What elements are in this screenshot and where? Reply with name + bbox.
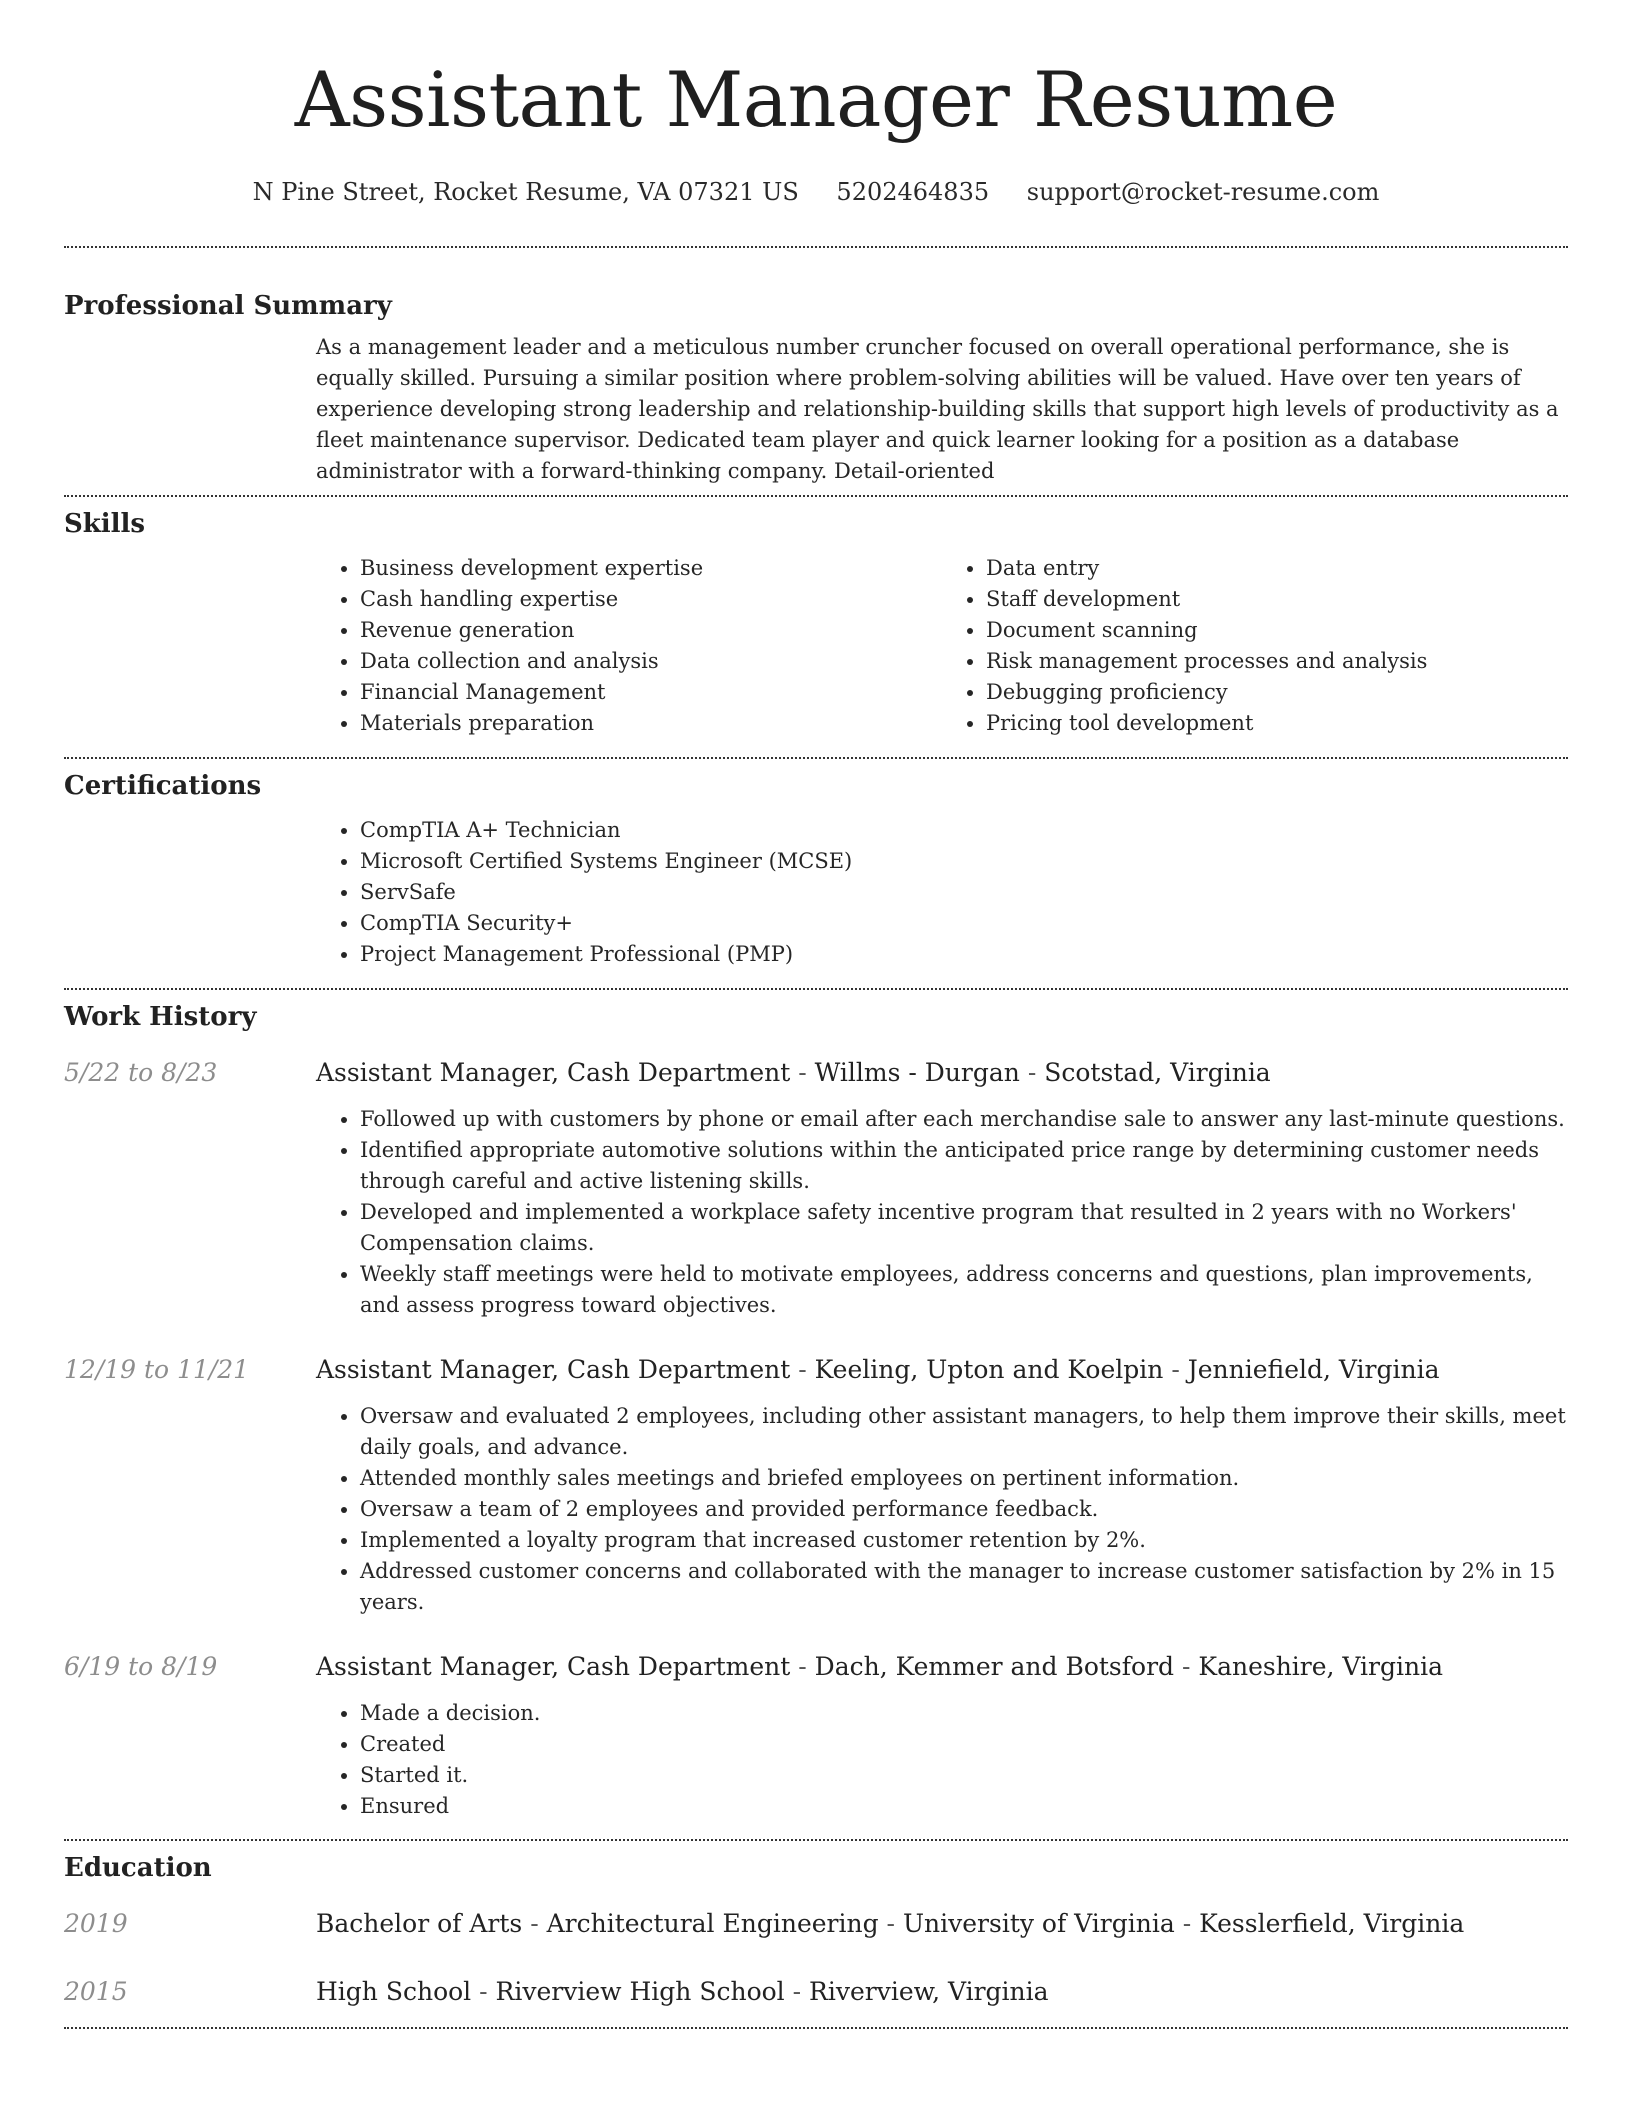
education-entry: 2015 High School - Riverview High School - Riverview, Virginia [64, 1975, 1568, 2009]
job-entry [64, 1353, 1568, 1618]
job-role: Assistant Manager, Cash Department [316, 1058, 791, 1087]
skill-item: • Pricing tool development [986, 708, 1568, 739]
certifications-heading: Certifications [64, 771, 262, 801]
job-bullet: • Oversaw a team of 2 employees and provided performance feedback. [360, 1494, 1568, 1525]
education-field: Architectural Engineering [546, 1909, 879, 1938]
skills-section [64, 507, 1568, 739]
resume-title: Assistant Manager Resume [294, 55, 1338, 144]
job-company: Keeling, Upton and Koelpin [814, 1355, 1164, 1384]
job-dates: 5/22 to 8/23 [64, 1058, 218, 1087]
job-bullets [316, 1401, 1568, 1618]
skill-item: • Data entry [986, 553, 1568, 584]
skills-grid [316, 553, 1568, 739]
job-location: Kaneshire, Virginia [1198, 1652, 1443, 1681]
divider [64, 2027, 1568, 2029]
skills-heading: Skills [64, 509, 146, 539]
job-bullet: • Developed and implemented a workplace safety incentive program that resulted in 2 years with no Workers' Compensation claims. [360, 1197, 1568, 1259]
divider [64, 495, 1568, 497]
education-heading: Education [64, 1853, 212, 1883]
certification-item: • CompTIA Security+ [360, 908, 1568, 939]
certification-item: • ServSafe [360, 877, 1568, 908]
email-text: support@rocket-resume.com [1026, 178, 1380, 206]
skill-item: • Data collection and analysis [360, 646, 942, 677]
summary-text: As a management leader and a meticulous number cruncher focused on overall operational performance, she is equally skilled. Pursuing a similar position where problem-solving abilities will be valued. Have over ten years of experience developing strong leadership and relationship-building skills that support high levels of productivity as a fleet maintenance supervisor. Dedicated team player and quick learner looking for a position as a database administrator with a forward-thinking company. Detail-oriented [316, 335, 1559, 483]
job-bullet: • Followed up with customers by phone or email after each merchandise sale to answer any last-minute questions. [360, 1104, 1568, 1135]
job-entry [64, 1650, 1568, 1822]
education-school: Riverview High School [495, 1977, 785, 2006]
job-dates: 6/19 to 8/19 [64, 1652, 218, 1681]
education-location: Kesslerfield, Virginia [1199, 1909, 1465, 1938]
phone-text: 5202464835 [836, 178, 990, 206]
skill-item: • Financial Management [360, 677, 942, 708]
skill-item: • Debugging proficiency [986, 677, 1568, 708]
job-entry [64, 1056, 1568, 1321]
work-history-section [64, 1000, 1568, 1822]
job-company: Dach, Kemmer and Botsford [814, 1652, 1175, 1681]
job-bullet: • Started it. [360, 1760, 1568, 1791]
skills-list-right [942, 553, 1568, 739]
job-bullet: • Identified appropriate automotive solutions within the anticipated price range by determining customer needs through careful and active listening skills. [360, 1135, 1568, 1197]
education-location: Riverview, Virginia [809, 1977, 1049, 2006]
certification-item: • Project Management Professional (PMP) [360, 939, 1568, 970]
address-text: N Pine Street, Rocket Resume, VA 07321 US [252, 178, 799, 206]
skill-item: • Staff development [986, 584, 1568, 615]
job-location: Jenniefield, Virginia [1187, 1355, 1440, 1384]
education-year: 2015 [64, 1977, 128, 2006]
job-bullets [316, 1104, 1568, 1321]
job-company: Willms - Durgan [814, 1058, 1020, 1087]
skill-item: • Business development expertise [360, 553, 942, 584]
certification-item: • CompTIA A+ Technician [360, 815, 1568, 846]
job-bullet: • Created [360, 1729, 1568, 1760]
contact-line [64, 176, 1568, 208]
certifications-list [316, 815, 1568, 970]
education-entry: 2019 Bachelor of Arts - Architectural Engineering - University of Virginia - Kesslerfield, Virginia [64, 1907, 1568, 1941]
job-role: Assistant Manager, Cash Department [316, 1652, 791, 1681]
education-year: 2019 [64, 1909, 128, 1938]
divider [64, 988, 1568, 990]
divider [64, 246, 1568, 248]
job-bullet: • Implemented a loyalty program that increased customer retention by 2%. [360, 1525, 1568, 1556]
education-section [64, 1851, 1568, 2009]
job-header: 5/22 to 8/23 Assistant Manager, Cash Department - Willms - Durgan - Scotstad, Virginia [64, 1056, 1568, 1090]
job-bullet: • Made a decision. [360, 1698, 1568, 1729]
job-role: Assistant Manager, Cash Department [316, 1355, 791, 1384]
divider [64, 757, 1568, 759]
job-bullet: • Addressed customer concerns and collaborated with the manager to increase customer satisfaction by 2% in 15 years. [360, 1556, 1568, 1618]
summary-section [64, 289, 1568, 487]
education-degree: Bachelor of Arts [316, 1909, 523, 1938]
job-dates: 12/19 to 11/21 [64, 1355, 250, 1384]
resume-page [64, 0, 1568, 2029]
certifications-section [64, 769, 1568, 970]
divider [64, 1839, 1568, 1841]
job-bullet: • Attended monthly sales meetings and briefed employees on pertinent information. [360, 1463, 1568, 1494]
job-bullet: • Oversaw and evaluated 2 employees, including other assistant managers, to help them improve their skills, meet daily goals, and advance. [360, 1401, 1568, 1463]
skills-list-left [316, 553, 942, 739]
job-location: Scotstad, Virginia [1044, 1058, 1271, 1087]
certification-item: • Microsoft Certified Systems Engineer (MCSE) [360, 846, 1568, 877]
summary-heading: Professional Summary [64, 291, 392, 321]
job-header: 12/19 to 11/21 Assistant Manager, Cash Department - Keeling, Upton and Koelpin - Jenniefield, Virginia [64, 1353, 1568, 1387]
job-bullet: • Ensured [360, 1791, 1568, 1822]
job-bullets [316, 1698, 1568, 1822]
job-bullet: • Weekly staff meetings were held to motivate employees, address concerns and questions, plan improvements, and assess progress toward objectives. [360, 1259, 1568, 1321]
skill-item: • Risk management processes and analysis [986, 646, 1568, 677]
skill-item: • Revenue generation [360, 615, 942, 646]
work-history-heading: Work History [64, 1002, 257, 1032]
skill-item: • Cash handling expertise [360, 584, 942, 615]
education-degree: High School [316, 1977, 472, 2006]
skill-item: • Document scanning [986, 615, 1568, 646]
skill-item: • Materials preparation [360, 708, 942, 739]
job-header: 6/19 to 8/19 Assistant Manager, Cash Department - Dach, Kemmer and Botsford - Kaneshire, Virginia [64, 1650, 1568, 1684]
education-school: University of Virginia [902, 1909, 1175, 1938]
